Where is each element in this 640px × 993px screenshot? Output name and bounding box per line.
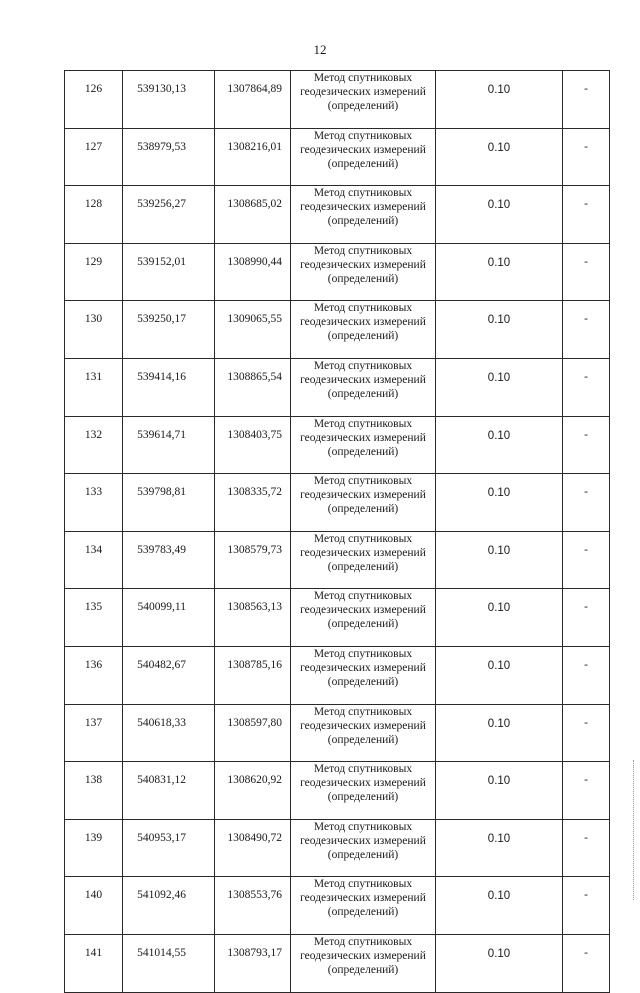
note-cell: - (563, 416, 610, 474)
x-coordinate-cell: 539414,16 (123, 358, 215, 416)
method-line: геодезических измерений (300, 834, 426, 847)
accuracy-cell: 0.10 (436, 819, 563, 877)
y-coordinate-cell: 1308490,72 (215, 819, 291, 877)
note-cell: - (563, 243, 610, 301)
method-cell (291, 589, 436, 647)
x-coordinate-cell: 539152,01 (123, 243, 215, 301)
table-row (65, 474, 610, 532)
x-coordinate-cell: 539783,49 (123, 531, 215, 589)
method-line: (определений) (327, 733, 399, 746)
y-coordinate-cell: 1309065,55 (215, 301, 291, 359)
point-number-cell: 127 (65, 128, 123, 186)
point-number-cell: 138 (65, 762, 123, 820)
method-line: (определений) (327, 675, 399, 688)
y-coordinate-cell: 1308990,44 (215, 243, 291, 301)
x-coordinate-cell: 540482,67 (123, 646, 215, 704)
method-line: геодезических измерений (300, 201, 426, 214)
method-line: геодезических измерений (300, 431, 426, 444)
method-line: (определений) (327, 503, 399, 516)
method-cell (291, 934, 436, 992)
y-coordinate-cell: 1308865,54 (215, 358, 291, 416)
x-coordinate-cell: 541014,55 (123, 934, 215, 992)
method-line: геодезических измерений (300, 661, 426, 674)
y-coordinate-cell: 1308553,76 (215, 877, 291, 935)
y-coordinate-cell: 1308785,16 (215, 646, 291, 704)
accuracy-cell: 0.10 (436, 531, 563, 589)
accuracy-cell: 0.10 (436, 416, 563, 474)
note-cell: - (563, 646, 610, 704)
point-number-cell: 129 (65, 243, 123, 301)
method-cell (291, 71, 436, 129)
note-cell: - (563, 301, 610, 359)
method-line: (определений) (327, 215, 399, 228)
method-cell (291, 243, 436, 301)
point-number-cell: 132 (65, 416, 123, 474)
table-row (65, 646, 610, 704)
y-coordinate-cell: 1308685,02 (215, 186, 291, 244)
point-number-cell: 134 (65, 531, 123, 589)
y-coordinate-cell: 1308335,72 (215, 474, 291, 532)
method-line: (определений) (327, 445, 399, 458)
method-cell (291, 877, 436, 935)
table-row (65, 71, 610, 129)
accuracy-cell: 0.10 (436, 704, 563, 762)
table-row (65, 762, 610, 820)
page-number: 12 (313, 42, 327, 57)
point-number-cell: 128 (65, 186, 123, 244)
note-cell: - (563, 186, 610, 244)
method-line: геодезических измерений (300, 489, 426, 502)
point-number-cell: 139 (65, 819, 123, 877)
y-coordinate-cell: 1307864,89 (215, 71, 291, 129)
method-line: Метод спутниковых (313, 647, 413, 660)
method-line: геодезических измерений (300, 777, 426, 790)
accuracy-cell: 0.10 (436, 186, 563, 244)
method-cell (291, 416, 436, 474)
method-line: Метод спутниковых (313, 705, 413, 718)
point-number-cell: 131 (65, 358, 123, 416)
method-line: (определений) (327, 848, 399, 861)
accuracy-cell: 0.10 (436, 243, 563, 301)
note-cell: - (563, 474, 610, 532)
point-number-cell: 126 (65, 71, 123, 129)
table-row (65, 589, 610, 647)
method-cell (291, 474, 436, 532)
method-line: Метод спутниковых (313, 763, 413, 776)
method-line: Метод спутниковых (313, 129, 413, 142)
y-coordinate-cell: 1308216,01 (215, 128, 291, 186)
method-line: геодезических измерений (300, 258, 426, 271)
x-coordinate-cell: 538979,53 (123, 128, 215, 186)
accuracy-cell: 0.10 (436, 589, 563, 647)
method-line: Метод спутниковых (313, 935, 413, 948)
method-line: геодезических измерений (300, 719, 426, 732)
method-line: Метод спутниковых (313, 72, 413, 84)
y-coordinate-cell: 1308793,17 (215, 934, 291, 992)
method-line: Метод спутниковых (313, 590, 413, 603)
table-row (65, 243, 610, 301)
method-cell (291, 762, 436, 820)
point-number-cell: 135 (65, 589, 123, 647)
accuracy-cell: 0.10 (436, 877, 563, 935)
note-cell: - (563, 762, 610, 820)
table-row (65, 877, 610, 935)
x-coordinate-cell: 540618,33 (123, 704, 215, 762)
x-coordinate-cell: 541092,46 (123, 877, 215, 935)
y-coordinate-cell: 1308563,13 (215, 589, 291, 647)
method-line: геодезических измерений (300, 316, 426, 329)
accuracy-cell: 0.10 (436, 301, 563, 359)
method-line: Метод спутниковых (313, 820, 413, 833)
x-coordinate-cell: 540831,12 (123, 762, 215, 820)
y-coordinate-cell: 1308597,80 (215, 704, 291, 762)
method-line: геодезических измерений (300, 86, 426, 98)
note-cell: - (563, 589, 610, 647)
method-line: (определений) (327, 387, 399, 400)
note-cell: - (563, 71, 610, 129)
method-line: Метод спутниковых (313, 187, 413, 200)
accuracy-cell: 0.10 (436, 762, 563, 820)
method-cell (291, 128, 436, 186)
point-number-cell: 140 (65, 877, 123, 935)
method-cell (291, 704, 436, 762)
table-row (65, 819, 610, 877)
point-number-cell: 136 (65, 646, 123, 704)
method-line: геодезических измерений (300, 949, 426, 962)
method-cell (291, 819, 436, 877)
table-body (65, 71, 610, 993)
method-line: (определений) (327, 618, 399, 631)
method-cell (291, 301, 436, 359)
note-cell: - (563, 819, 610, 877)
table-row (65, 704, 610, 762)
method-cell (291, 186, 436, 244)
x-coordinate-cell: 539130,13 (123, 71, 215, 129)
point-number-cell: 133 (65, 474, 123, 532)
method-line: (определений) (327, 100, 399, 112)
method-line: (определений) (327, 272, 399, 285)
note-cell: - (563, 358, 610, 416)
method-line: Метод спутниковых (313, 417, 413, 430)
x-coordinate-cell: 539614,71 (123, 416, 215, 474)
coordinates-table (64, 70, 610, 993)
method-line: (определений) (327, 963, 399, 976)
accuracy-cell: 0.10 (436, 934, 563, 992)
table-row (65, 186, 610, 244)
note-cell: - (563, 704, 610, 762)
method-line: Метод спутниковых (313, 359, 413, 372)
x-coordinate-cell: 540099,11 (123, 589, 215, 647)
accuracy-cell: 0.10 (436, 474, 563, 532)
y-coordinate-cell: 1308579,73 (215, 531, 291, 589)
method-line: Метод спутниковых (313, 532, 413, 545)
method-line: Метод спутниковых (313, 244, 413, 257)
x-coordinate-cell: 540953,17 (123, 819, 215, 877)
y-coordinate-cell: 1308620,92 (215, 762, 291, 820)
point-number-cell: 130 (65, 301, 123, 359)
accuracy-cell: 0.10 (436, 128, 563, 186)
point-number-cell: 141 (65, 934, 123, 992)
note-cell: - (563, 531, 610, 589)
accuracy-cell: 0.10 (436, 71, 563, 129)
table-row (65, 358, 610, 416)
method-cell (291, 358, 436, 416)
method-line: геодезических измерений (300, 373, 426, 386)
point-number-cell: 137 (65, 704, 123, 762)
method-cell (291, 646, 436, 704)
accuracy-cell: 0.10 (436, 646, 563, 704)
accuracy-cell: 0.10 (436, 358, 563, 416)
table-row (65, 531, 610, 589)
method-line: геодезических измерений (300, 604, 426, 617)
scan-margin-marks (633, 760, 636, 900)
method-cell (291, 531, 436, 589)
note-cell: - (563, 877, 610, 935)
table-row (65, 416, 610, 474)
method-line: геодезических измерений (300, 143, 426, 156)
table-row (65, 934, 610, 992)
method-line: геодезических измерений (300, 892, 426, 905)
method-line: геодезических измерений (300, 546, 426, 559)
x-coordinate-cell: 539250,17 (123, 301, 215, 359)
method-line: (определений) (327, 791, 399, 804)
method-line: (определений) (327, 330, 399, 343)
method-line: (определений) (327, 560, 399, 573)
x-coordinate-cell: 539256,27 (123, 186, 215, 244)
method-line: (определений) (327, 906, 399, 919)
table-row (65, 128, 610, 186)
x-coordinate-cell: 539798,81 (123, 474, 215, 532)
method-line: Метод спутниковых (313, 475, 413, 488)
y-coordinate-cell: 1308403,75 (215, 416, 291, 474)
note-cell: - (563, 934, 610, 992)
note-cell: - (563, 128, 610, 186)
method-line: (определений) (327, 157, 399, 170)
method-line: Метод спутниковых (313, 878, 413, 891)
table-row (65, 301, 610, 359)
method-line: Метод спутниковых (313, 302, 413, 315)
